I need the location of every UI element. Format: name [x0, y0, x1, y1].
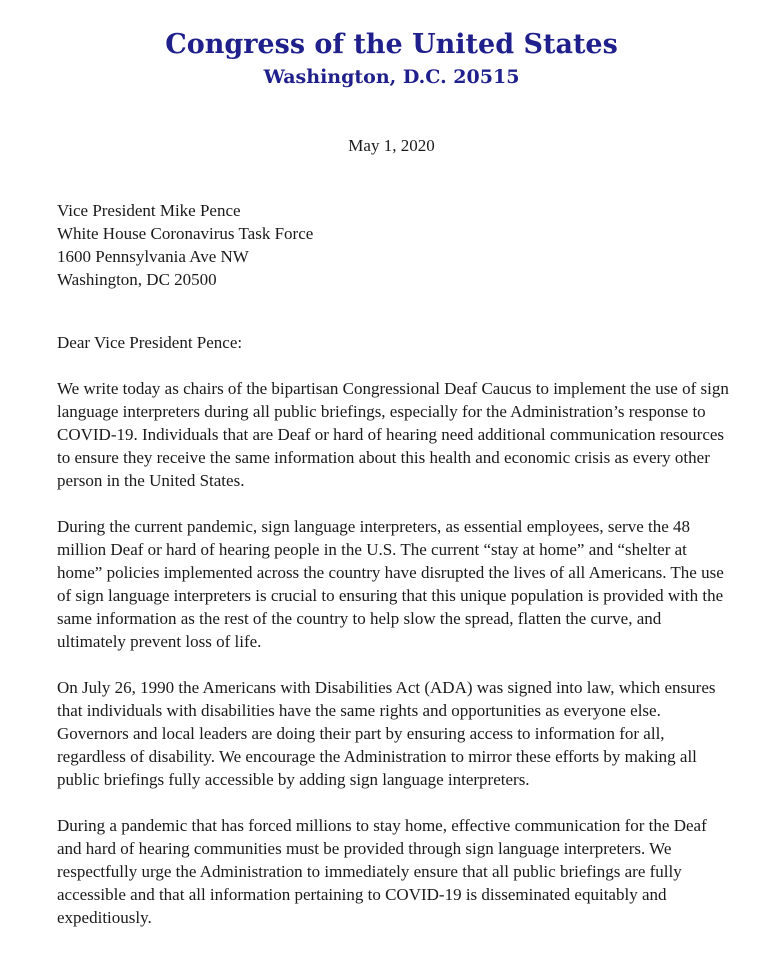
- recipient-line-name: Vice President Mike Pence: [57, 201, 241, 220]
- letterhead-title: Congress of the United States: [165, 29, 618, 60]
- letter-date: May 1, 2020: [348, 136, 435, 155]
- body-paragraph-4: During a pandemic that has forced millions to stay home, effective communication for the Deaf and hard of hearing communities must be provided through sign language interpreters. We respectfully urge the Administration to immediately ensure that all public briefings are fully accessible and that all information pertaining to COVID-19 is disseminated equitably and expeditiously.: [57, 816, 707, 927]
- salutation: Dear Vice President Pence:: [57, 333, 243, 352]
- letterhead-subtitle: Washington, D.C. 20515: [263, 66, 520, 88]
- recipient-line-org: White House Coronavirus Task Force: [57, 224, 314, 243]
- letterhead: [0, 0, 783, 90]
- letter-body: [0, 199, 783, 929]
- recipient-address: [57, 199, 733, 291]
- recipient-line-street: 1600 Pennsylvania Ave NW: [57, 247, 249, 266]
- body-paragraph-2: During the current pandemic, sign language interpreters, as essential employees, serve the 48 million Deaf or hard of hearing people in the U.S. The current “stay at home” and “shelter at home” policies implemented across the country have disrupted the lives of all Americans. The use of sign language interpreters is crucial to ensuring that this unique population is provided with the same information as the rest of the country to help slow the spread, flatten the curve, and ultimately prevent loss of life.: [57, 517, 724, 651]
- body-paragraph-3: On July 26, 1990 the Americans with Disabilities Act (ADA) was signed into law, which ensures that individuals with disabilities have the same rights and opportunities as everyone else. Governors and local leaders are doing their part by ensuring access to information for all, regardless of disability. We encourage the Administration to mirror these efforts by making all public briefings fully accessible by adding sign language interpreters.: [57, 678, 716, 789]
- recipient-line-city: Washington, DC 20500: [57, 270, 217, 289]
- body-paragraph-1: We write today as chairs of the bipartisan Congressional Deaf Caucus to implement the use of sign language interpreters during all public briefings, especially for the Administration’s response to COVID-19. Individuals that are Deaf or hard of hearing need additional communication resources to ensure they receive the same information about this health and economic crisis as every other person in the United States.: [57, 379, 729, 490]
